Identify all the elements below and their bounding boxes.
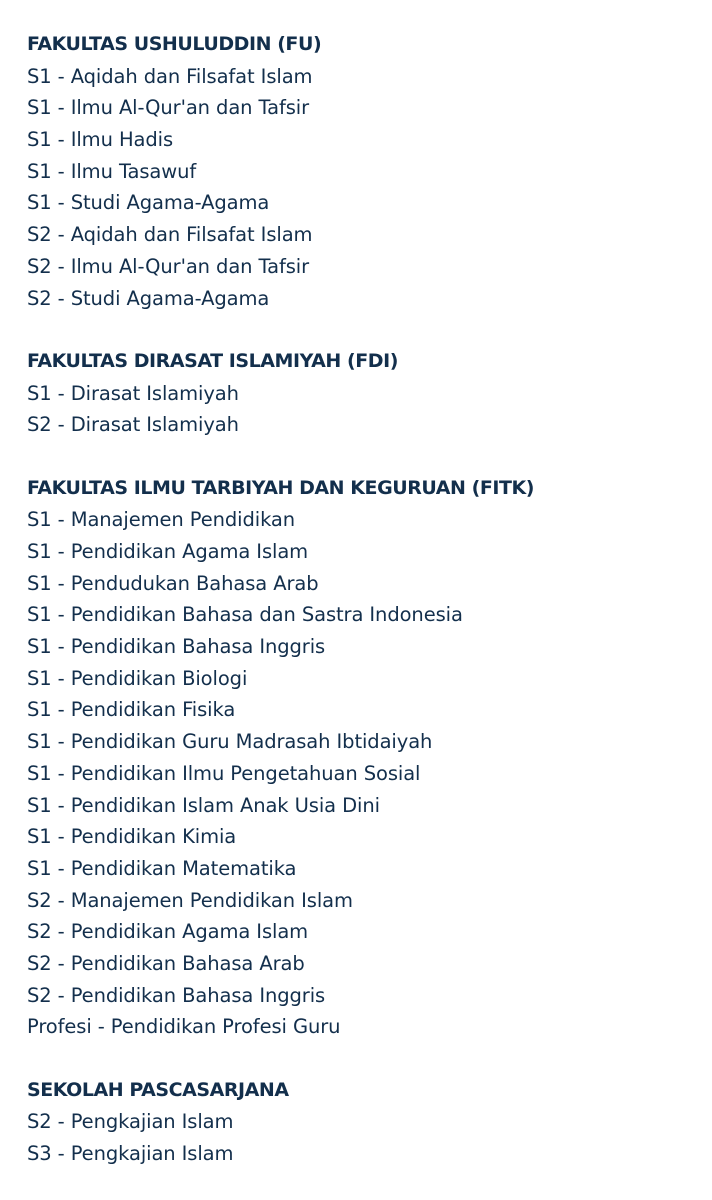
faculty-heading: FAKULTAS USHULUDDIN (FU) [27,33,322,55]
program-item: S2 - Pendidikan Bahasa Inggris [27,983,326,1007]
faculty-section-fdi [27,346,697,441]
program-item: S2 - Manajemen Pendidikan Islam [27,888,353,912]
program-list [27,61,697,315]
program-item: S1 - Manajemen Pendidikan [27,508,296,532]
program-item: S1 - Pendidikan Guru Madrasah Ibtidaiyah [27,730,433,754]
program-item: S2 - Aqidah dan Filsafat Islam [27,223,313,247]
program-item: S1 - Pendidikan Agama Islam [27,540,309,563]
program-list [27,504,697,1043]
program-list [27,1106,697,1169]
program-list [27,378,697,441]
program-item: S2 - Pendidikan Bahasa Arab [27,951,305,975]
program-item: S1 - Pendidikan Islam Anak Usia Dini [27,793,380,817]
program-item: S1 - Pendidikan Fisika [27,698,236,722]
faculty-section-fu [27,29,697,314]
program-item: S3 - Pengkajian Islam [27,1142,234,1166]
faculty-section-pascasarjana [27,1075,697,1170]
program-item: S1 - Studi Agama-Agama [27,191,270,215]
faculty-heading: SEKOLAH PASCASARJANA [27,1078,289,1101]
program-item: Profesi - Pendidikan Profesi Guru [27,1015,341,1039]
program-item: S2 - Dirasat Islamiyah [27,413,239,437]
program-item: S2 - Studi Agama-Agama [27,286,270,310]
program-item: S1 - Pendidikan Matematika [27,856,297,880]
program-item: S1 - Pendudukan Bahasa Arab [27,571,319,595]
program-item: S1 - Pendidikan Bahasa dan Sastra Indonesia [27,603,463,627]
faculty-heading: FAKULTAS ILMU TARBIYAH DAN KEGURUAN (FITK) [27,476,535,499]
program-item: S1 - Ilmu Tasawuf [27,159,197,183]
faculty-section-fitk [27,473,697,1043]
program-item: S1 - Aqidah dan Filsafat Islam [27,64,313,88]
faculty-heading: FAKULTAS DIRASAT ISLAMIYAH (FDI) [27,349,398,372]
program-list-document [27,29,697,1170]
program-item: S2 - Pendidikan Agama Islam [27,920,309,944]
program-item: S1 - Dirasat Islamiyah [27,381,239,405]
program-item: S1 - Pendidikan Bahasa Inggris [27,635,326,659]
program-item: S2 - Pengkajian Islam [27,1110,234,1134]
program-item: S2 - Ilmu Al-Qur'an dan Tafsir [27,254,310,278]
program-item: S1 - Ilmu Hadis [27,128,174,152]
program-item: S1 - Pendidikan Ilmu Pengetahuan Sosial [27,761,421,785]
program-item: S1 - Ilmu Al-Qur'an dan Tafsir [27,96,310,120]
program-item: S1 - Pendidikan Biologi [27,666,248,690]
program-item: S1 - Pendidikan Kimia [27,825,237,849]
